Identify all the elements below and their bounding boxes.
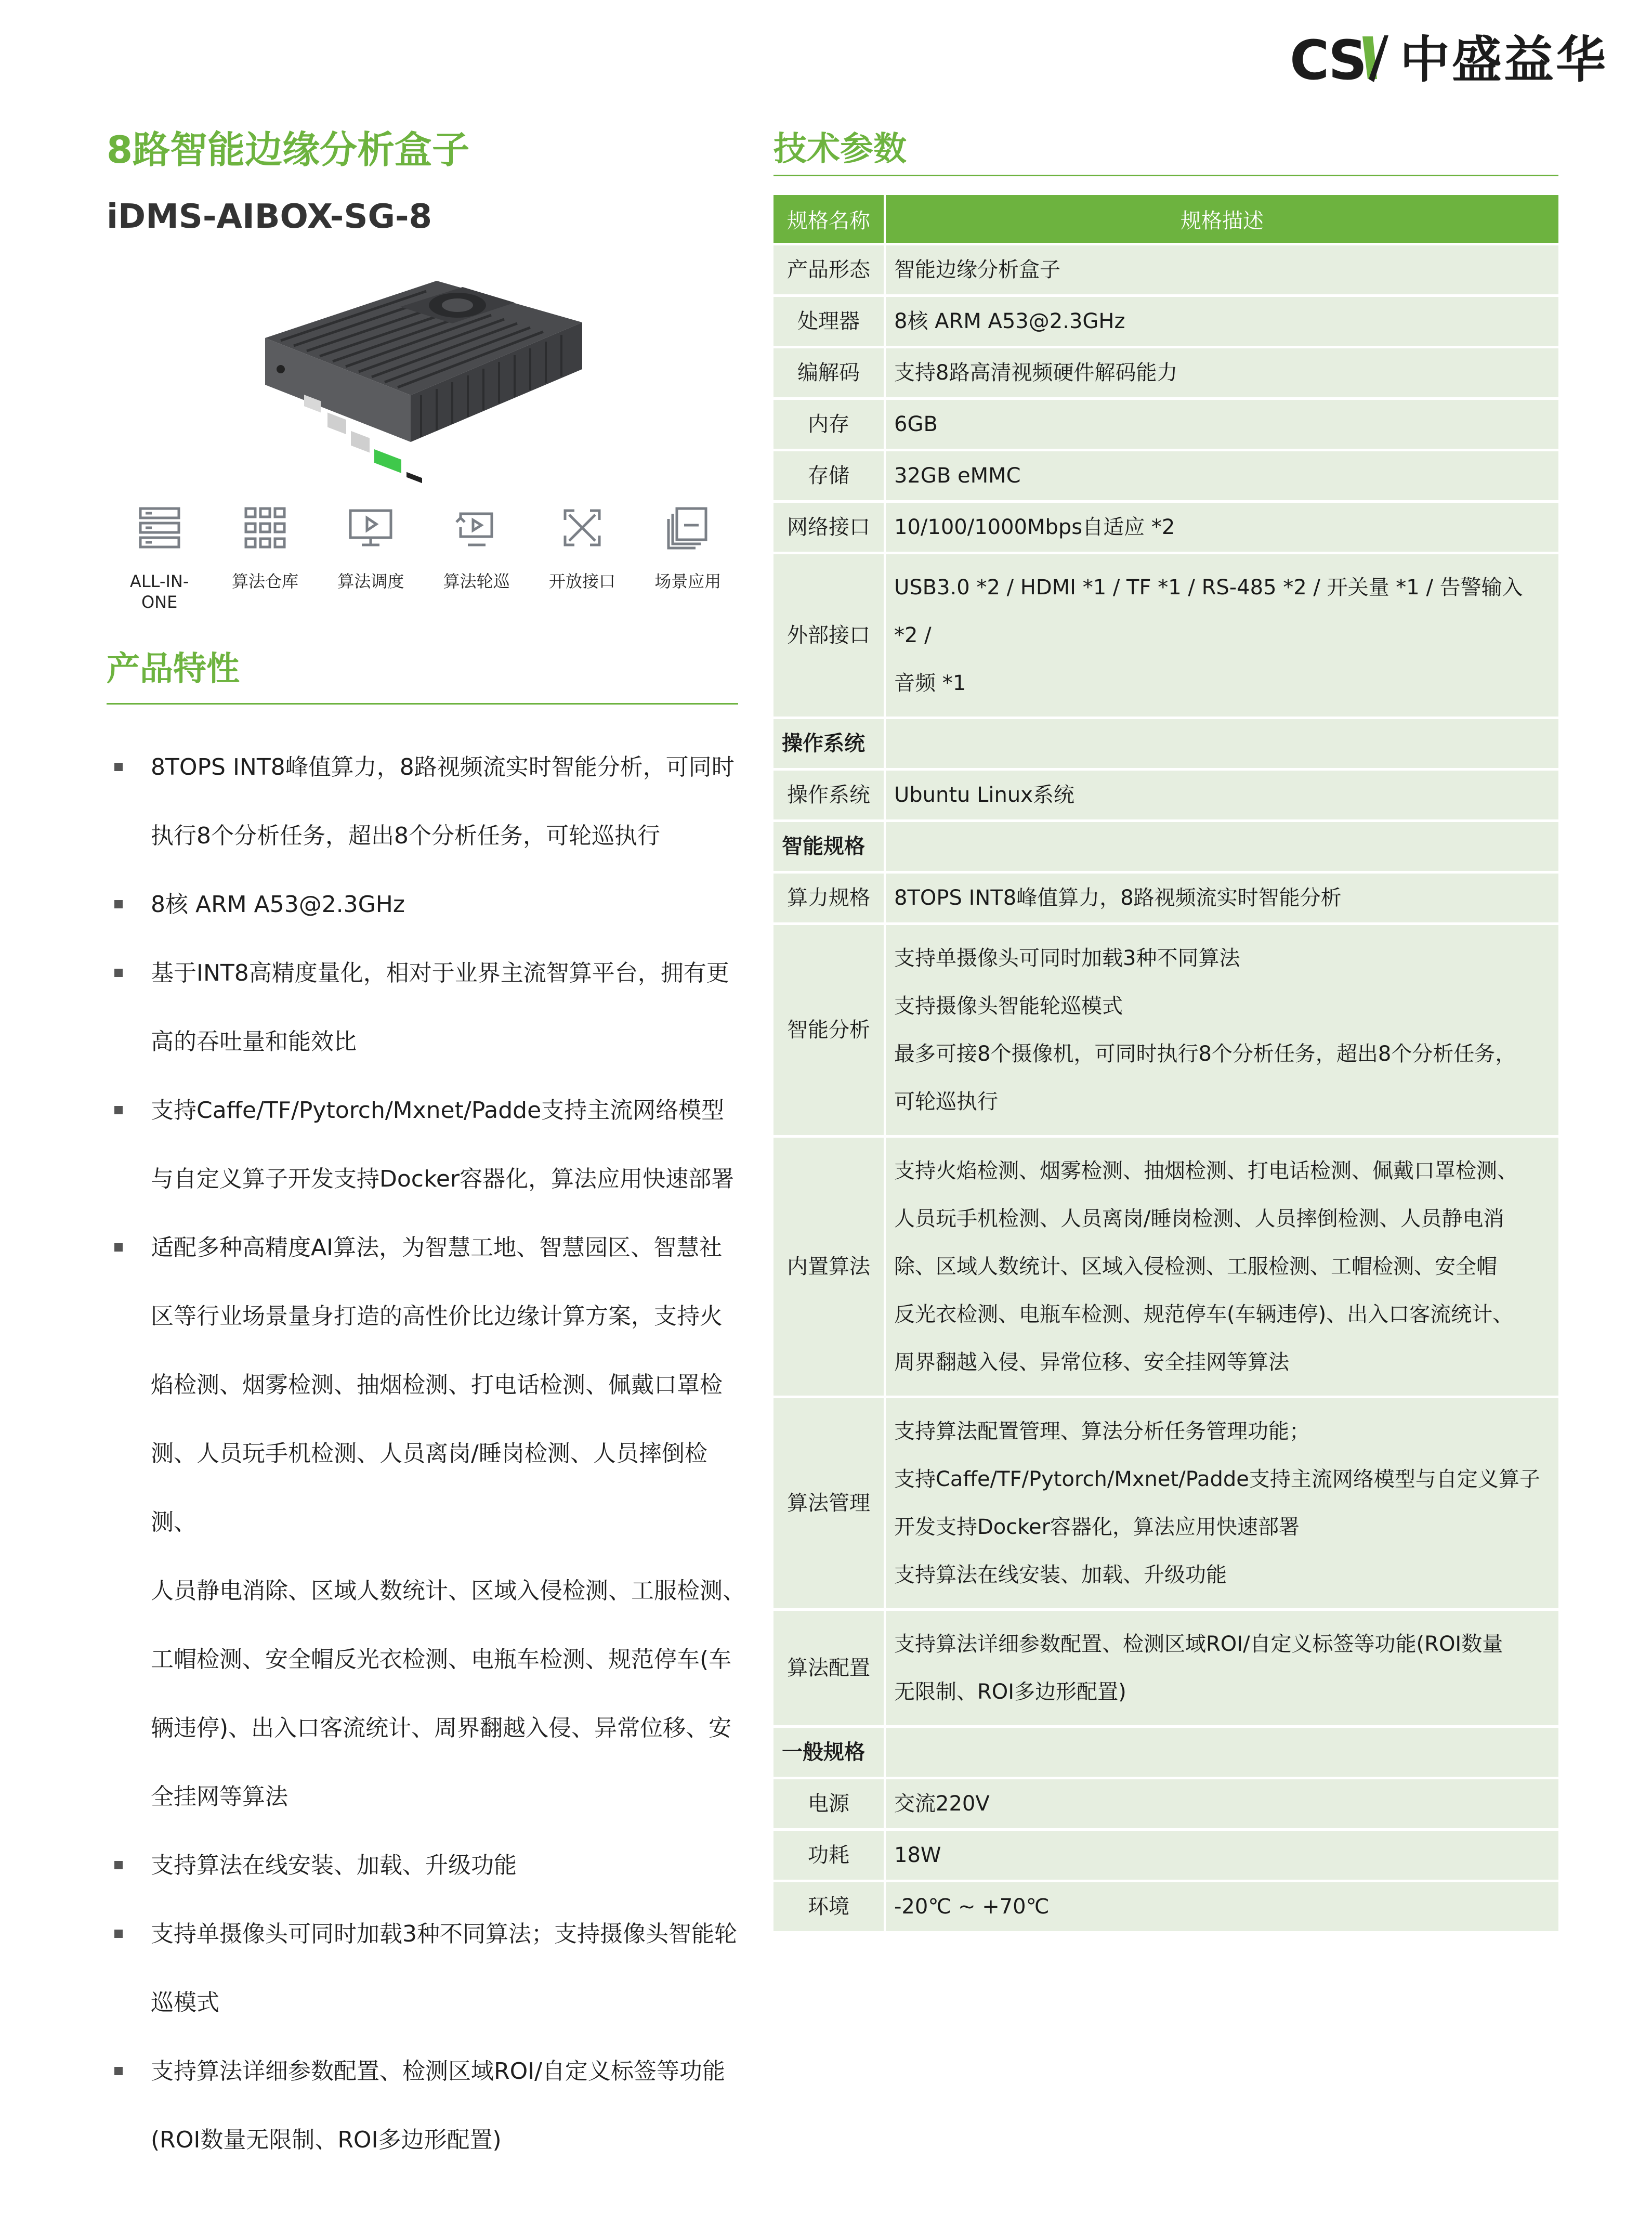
- spec-value: [886, 1882, 1558, 1931]
- scenario-application-icon: [664, 504, 711, 551]
- csi-logo-icon: [1290, 31, 1388, 88]
- spec-section-row: [773, 1728, 1558, 1777]
- feature-line: 人员静电消除、区域人数统计、区域入侵检测、工服检测、: [151, 1578, 745, 1604]
- feature-icon-all-in-one: [107, 504, 212, 613]
- bullet-icon: [114, 900, 123, 908]
- spec-value-line: 支持算法配置管理、算法分析任务管理功能；: [894, 1419, 1310, 1443]
- spec-row: [773, 1831, 1558, 1880]
- spec-value-line: 18W: [894, 1843, 941, 1867]
- spec-value: [886, 925, 1558, 1135]
- spec-value-line: Ubuntu Linux系统: [894, 783, 1074, 807]
- spec-value: [886, 400, 1558, 449]
- spec-value-line: 开发支持Docker容器化，算法应用快速部署: [894, 1515, 1300, 1539]
- feature-line: 支持Caffe/TF/Pytorch/Mxnet/Padde支持主流网络模型: [151, 1097, 725, 1124]
- spec-row: [773, 1779, 1558, 1828]
- specs-title: 技术参数: [773, 130, 907, 168]
- spec-value-line: 支持火焰检测、烟雾检测、抽烟检测、打电话检测、佩戴口罩检测、: [894, 1159, 1518, 1183]
- spec-value-line: -20℃ ~ +70℃: [894, 1895, 1050, 1919]
- spec-key: 算法管理: [773, 1398, 886, 1608]
- spec-value-line: 周界翻越入侵、异常位移、安全挂网等算法: [894, 1350, 1289, 1374]
- feature-item: [107, 1214, 746, 1831]
- spec-value: [886, 822, 1558, 871]
- feature-icons: [107, 504, 741, 613]
- spec-value: [886, 771, 1558, 819]
- bullet-icon: [114, 2067, 123, 2075]
- spec-row: [773, 297, 1558, 346]
- spec-key: 环境: [773, 1882, 886, 1931]
- spec-value-line: USB3.0 *2 / HDMI *1 / TF *1 / RS-485 *2 / 开关量 *1 / 告警输入 *2 /: [894, 576, 1523, 647]
- spec-value-line: 反光衣检测、电瓶车检测、规范停车(车辆违停)、出入口客流统计、: [894, 1303, 1514, 1326]
- spec-row: [773, 771, 1558, 819]
- spec-key: 内存: [773, 400, 886, 449]
- feature-icon-algorithm-polling: [424, 504, 529, 613]
- spec-value-line: 8TOPS INT8峰值算力，8路视频流实时智能分析: [894, 886, 1342, 910]
- feature-icon-algorithm-scheduling: [318, 504, 424, 613]
- icon-label-algorithm-repository: 算法仓库: [231, 571, 298, 591]
- feature-icon-algorithm-repository: [212, 504, 318, 613]
- spec-value: [886, 1728, 1558, 1777]
- spec-row: [773, 503, 1558, 552]
- spec-value: [886, 1611, 1558, 1725]
- feature-icon-open-interface: [529, 504, 635, 613]
- spec-value-line: 人员玩手机检测、人员离岗/睡岗检测、人员摔倒检测、人员静电消: [894, 1207, 1504, 1231]
- spec-key: 产品形态: [773, 245, 886, 294]
- feature-item: [107, 1831, 746, 1900]
- spec-value-line: 智能边缘分析盒子: [894, 258, 1060, 282]
- icon-label-scenario-application: 场景应用: [654, 571, 722, 591]
- spec-value-line: 支持摄像头智能轮巡模式: [894, 994, 1123, 1018]
- feature-line: 适配多种高精度AI算法，为智慧工地、智慧园区、智慧社: [151, 1234, 723, 1261]
- spec-key: 内置算法: [773, 1138, 886, 1396]
- features-title: 产品特性: [107, 650, 240, 688]
- feature-line: 辆违停)、出入口客流统计、周界翻越入侵、异常位移、安: [151, 1715, 732, 1741]
- product-image: [244, 270, 598, 489]
- spec-key: 算力规格: [773, 874, 886, 922]
- feature-item: [107, 1076, 746, 1214]
- icon-label-algorithm-scheduling: 算法调度: [337, 571, 404, 591]
- spec-row: [773, 1611, 1558, 1725]
- feature-line: 工帽检测、安全帽反光衣检测、电瓶车检测、规范停车(车: [151, 1646, 732, 1673]
- spec-value: [886, 451, 1558, 500]
- spec-value: [886, 1138, 1558, 1396]
- icon-label-all-in-one: ALL-IN-ONE: [129, 571, 189, 612]
- spec-key: 网络接口: [773, 503, 886, 552]
- spec-value: [886, 554, 1558, 717]
- product-model: iDMS-AIBOX-SG-8: [107, 198, 432, 236]
- spec-value-line: 支持算法在线安装、加载、升级功能: [894, 1563, 1227, 1587]
- product-title: 8路智能边缘分析盒子: [107, 128, 470, 172]
- feature-item: [107, 1900, 746, 2037]
- spec-value-line: 最多可接8个摄像机，可同时执行8个分析任务，超出8个分析任务，: [894, 1042, 1516, 1066]
- spec-key: 编解码: [773, 348, 886, 397]
- spec-value-line: 支持单摄像头可同时加载3种不同算法: [894, 946, 1240, 970]
- spec-value: [886, 348, 1558, 397]
- spec-header-key: 规格名称: [773, 195, 886, 243]
- feature-line: 与自定义算子开发支持Docker容器化，算法应用快速部署: [151, 1166, 735, 1192]
- spec-value-line: 支持8路高清视频硬件解码能力: [894, 361, 1178, 385]
- spec-value: [886, 719, 1558, 768]
- spec-value-line: 32GB eMMC: [894, 464, 1021, 488]
- spec-key: 操作系统: [773, 771, 886, 819]
- spec-key: 电源: [773, 1779, 886, 1828]
- spec-key: 算法配置: [773, 1611, 886, 1725]
- spec-value-line: 10/100/1000Mbps自适应 *2: [894, 515, 1175, 539]
- spec-row: [773, 400, 1558, 449]
- features-divider: [107, 703, 738, 705]
- spec-value-line: 8核 ARM A53@2.3GHz: [894, 309, 1125, 333]
- feature-line: 支持算法详细参数配置、检测区域ROI/自定义标签等功能: [151, 2058, 726, 2085]
- spec-value: [886, 874, 1558, 922]
- spec-row: [773, 874, 1558, 922]
- spec-row: [773, 554, 1558, 717]
- spec-value: [886, 297, 1558, 346]
- feature-item: [107, 733, 746, 870]
- spec-value: [886, 1779, 1558, 1828]
- specs-divider: [773, 175, 1558, 176]
- feature-line: 巡模式: [151, 1989, 219, 2016]
- feature-line: 测、人员玩手机检测、人员离岗/睡岗检测、人员摔倒检测、: [151, 1440, 707, 1535]
- feature-item: [107, 870, 746, 939]
- spec-key: 一般规格: [773, 1728, 886, 1777]
- feature-line: (ROI数量无限制、ROI多边形配置): [151, 2127, 502, 2153]
- bullet-icon: [114, 969, 123, 977]
- bullet-icon: [114, 1243, 123, 1252]
- spec-key: 存储: [773, 451, 886, 500]
- spec-row: [773, 348, 1558, 397]
- spec-section-row: [773, 822, 1558, 871]
- feature-line: 基于INT8高精度量化，相对于业界主流智算平台，拥有更: [151, 960, 729, 986]
- feature-line: 8TOPS INT8峰值算力，8路视频流实时智能分析，可同时: [151, 754, 735, 780]
- spec-key: 操作系统: [773, 719, 886, 768]
- spec-row: [773, 1138, 1558, 1396]
- spec-value: [886, 503, 1558, 552]
- spec-value: [886, 1398, 1558, 1608]
- spec-value: [886, 1831, 1558, 1880]
- bullet-icon: [114, 1930, 123, 1938]
- feature-line: 支持算法在线安装、加载、升级功能: [151, 1852, 517, 1879]
- brand-name: 中盛益华: [1400, 31, 1608, 89]
- feature-item: [107, 2037, 746, 2174]
- icon-label-algorithm-polling: 算法轮巡: [443, 571, 510, 591]
- spec-table-header: [773, 195, 1558, 243]
- spec-row: [773, 245, 1558, 294]
- spec-value-line: 支持算法详细参数配置、检测区域ROI/自定义标签等功能(ROI数量: [894, 1632, 1503, 1656]
- spec-value-line: 无限制、ROI多边形配置): [894, 1680, 1126, 1704]
- spec-row: [773, 1398, 1558, 1608]
- feature-line: 8核 ARM A53@2.3GHz: [151, 891, 405, 918]
- feature-line: 区等行业场景量身打造的高性价比边缘计算方案，支持火: [151, 1303, 723, 1330]
- spec-row: [773, 451, 1558, 500]
- spec-value-line: 可轮巡执行: [894, 1090, 998, 1114]
- spec-header-value: 规格描述: [886, 195, 1558, 243]
- spec-value-line: 交流220V: [894, 1792, 990, 1816]
- spec-key: 外部接口: [773, 554, 886, 717]
- spec-section-row: [773, 719, 1558, 768]
- spec-key: 智能分析: [773, 925, 886, 1135]
- bullet-icon: [114, 1106, 123, 1114]
- bullet-icon: [114, 763, 123, 771]
- spec-value-line: 音频 *1: [894, 671, 966, 695]
- spec-value: [886, 245, 1558, 294]
- features-list: [107, 733, 746, 2174]
- icon-label-open-interface: 开放接口: [548, 571, 615, 591]
- feature-line: 执行8个分析任务，超出8个分析任务，可轮巡执行: [151, 823, 660, 849]
- bullet-icon: [114, 1861, 123, 1869]
- algorithm-polling-icon: [453, 504, 500, 551]
- svg-text:CS: CS: [1290, 31, 1366, 88]
- spec-key: 处理器: [773, 297, 886, 346]
- feature-line: 焰检测、烟雾检测、抽烟检测、打电话检测、佩戴口罩检: [151, 1372, 723, 1398]
- all-in-one-icon: [136, 504, 183, 551]
- feature-line: 支持单摄像头可同时加载3种不同算法；支持摄像头智能轮: [151, 1921, 737, 1947]
- feature-line: 全挂网等算法: [151, 1783, 288, 1810]
- brand-logo: [1290, 31, 1608, 88]
- spec-row: [773, 925, 1558, 1135]
- spec-row: [773, 1882, 1558, 1931]
- spec-key: 功耗: [773, 1831, 886, 1880]
- algorithm-scheduling-icon: [347, 504, 394, 551]
- spec-value-line: 除、区域人数统计、区域入侵检测、工服检测、工帽检测、安全帽: [894, 1255, 1497, 1279]
- algorithm-repository-icon: [242, 504, 289, 551]
- spec-key: 智能规格: [773, 822, 886, 871]
- feature-line: 高的吞吐量和能效比: [151, 1028, 357, 1055]
- spec-value-line: 支持Caffe/TF/Pytorch/Mxnet/Padde支持主流网络模型与自定义算子: [894, 1467, 1540, 1491]
- spec-table: [773, 192, 1558, 1934]
- open-interface-icon: [559, 504, 606, 551]
- feature-icon-scenario-application: [635, 504, 741, 613]
- spec-value-line: 6GB: [894, 412, 938, 436]
- feature-item: [107, 939, 746, 1076]
